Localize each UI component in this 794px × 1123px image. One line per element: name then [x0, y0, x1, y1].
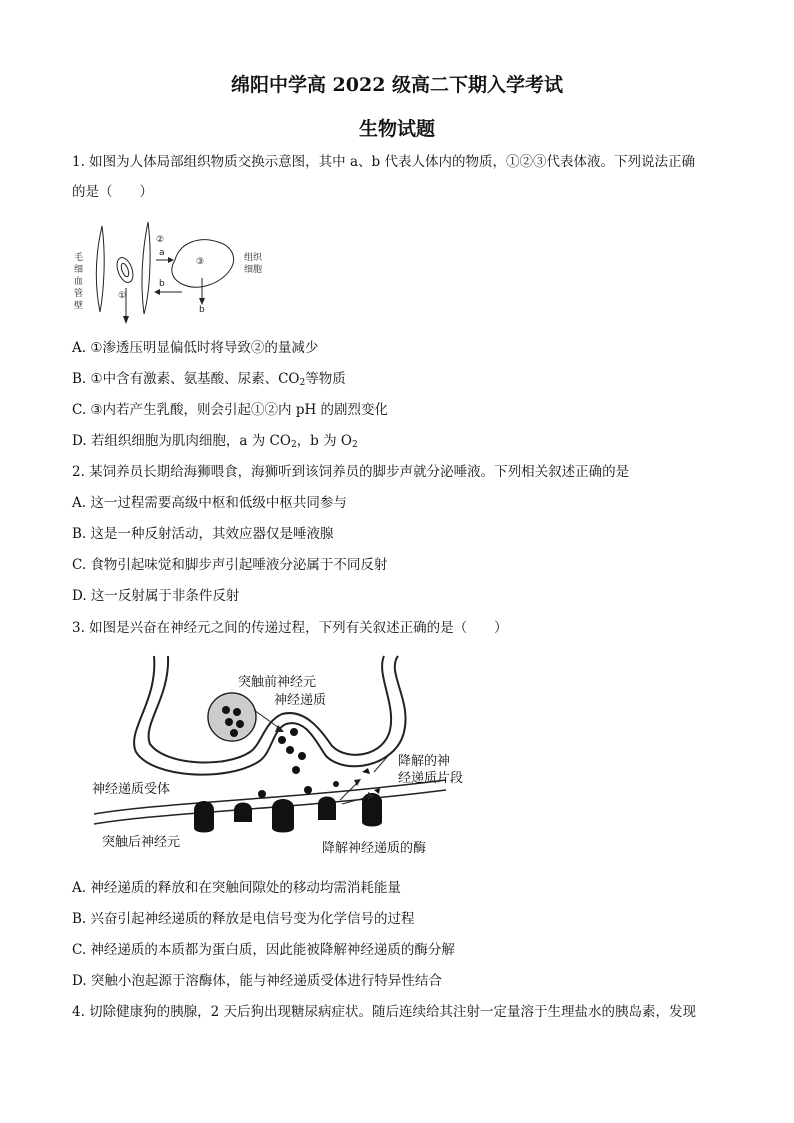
label-b-tissue: b: [199, 305, 205, 315]
capillary-label-5: 壁: [74, 301, 84, 311]
q3-option-c: C. 神经递质的本质都为蛋白质，因此能被降解神经递质的酶分解: [72, 942, 455, 958]
capillary-label-1: 毛: [74, 253, 84, 263]
q2-option-c: C. 食物引起味觉和脚步声引起唾液分泌属于不同反射: [72, 557, 388, 573]
q1-tissue-exchange-figure: [70, 212, 280, 328]
fragments-label-1: 降解的神: [398, 754, 451, 769]
enzyme-1: [318, 797, 336, 821]
page-subtitle: 生物试题: [358, 118, 435, 140]
mark-1: ①: [118, 291, 127, 301]
neurotransmitter-label: 神经递质: [274, 693, 327, 708]
receptor-2: [234, 803, 252, 823]
enzyme-label: 降解神经递质的酶: [322, 841, 427, 856]
receptor-1: [194, 801, 214, 833]
q2-stem: 2. 某饲养员长期给海狮喂食，海狮听到该饲养员的脚步声就分泌唾液。下列相关叙述正确的是: [72, 464, 630, 480]
q4-stem: 4. 切除健康狗的胰腺，2 天后狗出现糖尿病症状。随后连续给其注射一定量溶于生理盐水的胰岛素，发现: [72, 1004, 697, 1020]
q1-stem-line2: 的是（ ）: [72, 184, 153, 200]
q1-stem-line1: 1. 如图为人体局部组织物质交换示意图，其中 a、b 代表人体内的物质，①②③代表体液。下列说法正确: [72, 154, 695, 170]
q3-option-b: B. 兴奋引起神经递质的释放是电信号变为化学信号的过程: [72, 911, 415, 927]
q3-stem: 3. 如图是兴奋在神经元之间的传递过程，下列有关叙述正确的是（ ）: [72, 620, 508, 636]
q3-option-a: A. 神经递质的释放和在突触间隙处的移动均需消耗能量: [72, 880, 401, 896]
mark-2: ②: [156, 235, 165, 245]
capillary-label-3: 血: [74, 277, 84, 287]
q1-option-a: A. ①渗透压明显偏低时将导致②的量减少: [72, 340, 319, 356]
q3-synapse-figure: [86, 652, 466, 862]
capillary-wall-right: [142, 222, 150, 314]
postsynaptic-label: 突触后神经元: [102, 835, 181, 850]
q1-option-c: C. ③内若产生乳酸，则会引起①②内 pH 的剧烈变化: [72, 402, 389, 418]
q2-option-b: B. 这是一种反射活动，其效应器仅是唾液腺: [72, 526, 334, 542]
capillary-label-4: 管: [74, 289, 84, 299]
page-title: 绵阳中学高 2022 级高二下期入学考试: [230, 74, 564, 96]
label-b-lower: b: [159, 279, 165, 289]
tissue-label-2: 细胞: [244, 265, 263, 275]
mark-3: ③: [196, 257, 205, 267]
label-a: a: [159, 248, 165, 258]
tissue-label-1: 组织: [244, 253, 263, 263]
q2-option-d: D. 这一反射属于非条件反射: [72, 588, 240, 604]
q3-option-d: D. 突触小泡起源于溶酶体，能与神经递质受体进行特异性结合: [72, 973, 442, 989]
receptor-3: [272, 799, 294, 833]
q1-option-b: B. ①中含有激素、氨基酸、尿素、$CO_2$等物质: [72, 371, 346, 388]
receptor-label: 神经递质受体: [92, 782, 171, 797]
fragments-label-2: 经递质片段: [398, 771, 464, 786]
q1-option-d: D. 若组织细胞为肌肉细胞，a 为 $CO_2$，b 为 $O_2$: [72, 433, 358, 450]
blood-cell: [114, 255, 136, 284]
presynaptic-label: 突触前神经元: [238, 675, 317, 690]
capillary-wall-left: [96, 226, 104, 312]
q2-option-a: A. 这一过程需要高级中枢和低级中枢共同参与: [72, 495, 347, 511]
capillary-label-2: 细: [74, 265, 84, 275]
presynaptic-membrane-outer: [134, 656, 406, 775]
